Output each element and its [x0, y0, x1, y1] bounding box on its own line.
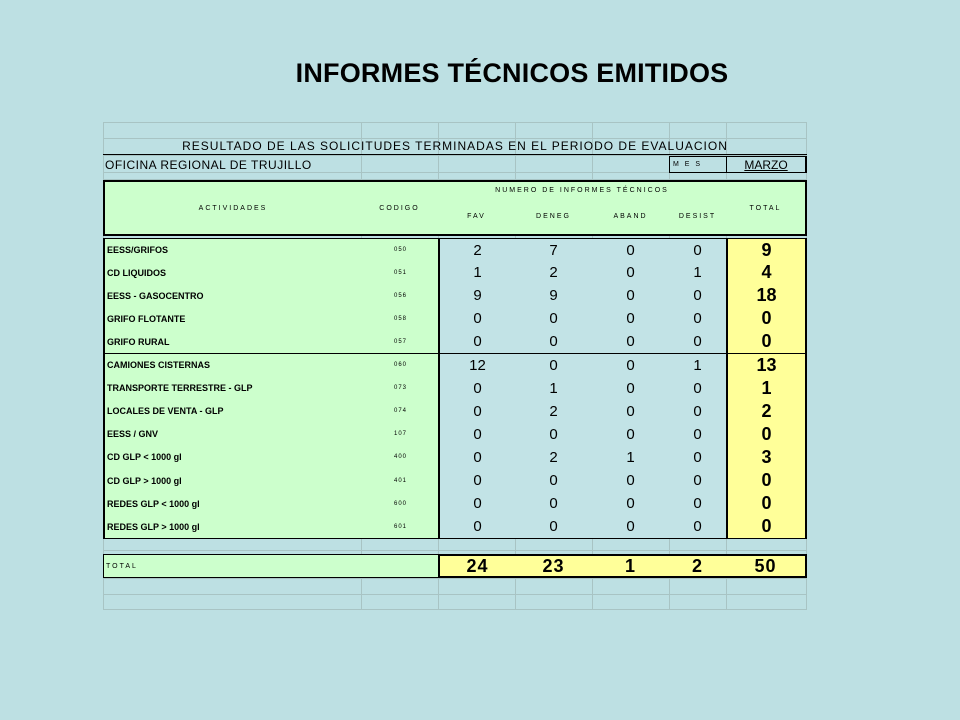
row-codigo: 057: [361, 330, 439, 354]
row-aband: 1: [592, 446, 670, 470]
header-aband: ABAND: [592, 199, 670, 236]
row-aband: 0: [592, 261, 670, 285]
row-actividad: REDES GLP > 1000 gl: [103, 515, 362, 539]
row-deneg: 9: [515, 284, 593, 308]
month-label: M E S: [669, 156, 727, 173]
row-actividad: TRANSPORTE TERRESTRE - GLP: [103, 377, 362, 401]
row-actividad: EESS - GASOCENTRO: [103, 284, 362, 308]
row-codigo: 050: [361, 238, 439, 262]
header-actividades: ACTIVIDADES: [103, 180, 362, 236]
row-deneg: 0: [515, 354, 593, 378]
row-total: 1: [726, 377, 807, 401]
row-codigo: 073: [361, 377, 439, 401]
row-aband: 0: [592, 354, 670, 378]
row-actividad: CD GLP > 1000 gl: [103, 469, 362, 493]
row-aband: 0: [592, 469, 670, 493]
row-aband: 0: [592, 330, 670, 354]
totals-deneg: 23: [515, 554, 593, 578]
header-fav: FAV: [438, 199, 516, 236]
row-deneg: 2: [515, 446, 593, 470]
row-aband: 0: [592, 492, 670, 516]
row-total: 13: [726, 354, 807, 378]
row-total: 4: [726, 261, 807, 285]
section-title: RESULTADO DE LAS SOLICITUDES TERMINADAS EN EL PERIODO DE EVALUACION: [103, 138, 807, 155]
row-fav: 12: [438, 354, 516, 378]
row-total: 2: [726, 400, 807, 424]
row-codigo: 074: [361, 400, 439, 424]
row-fav: 0: [438, 330, 516, 354]
row-total: 0: [726, 515, 807, 539]
office-name: OFICINA REGIONAL DE TRUJILLO: [105, 157, 312, 172]
row-desist: 0: [669, 469, 727, 493]
row-total: 0: [726, 330, 807, 354]
row-total: 0: [726, 492, 807, 516]
row-codigo: 600: [361, 492, 439, 516]
row-deneg: 0: [515, 469, 593, 493]
row-desist: 0: [669, 377, 727, 401]
row-deneg: 2: [515, 261, 593, 285]
totals-aband: 1: [592, 554, 670, 578]
row-total: 0: [726, 469, 807, 493]
row-fav: 0: [438, 307, 516, 331]
row-deneg: 2: [515, 400, 593, 424]
row-fav: 0: [438, 446, 516, 470]
row-total: 18: [726, 284, 807, 308]
row-actividad: CAMIONES CISTERNAS: [103, 354, 362, 378]
row-aband: 0: [592, 284, 670, 308]
row-actividad: CD GLP < 1000 gl: [103, 446, 362, 470]
row-desist: 1: [669, 261, 727, 285]
row-codigo: 601: [361, 515, 439, 539]
row-aband: 0: [592, 307, 670, 331]
row-desist: 0: [669, 423, 727, 447]
row-fav: 1: [438, 261, 516, 285]
row-desist: 0: [669, 400, 727, 424]
row-desist: 0: [669, 238, 727, 262]
row-fav: 0: [438, 400, 516, 424]
row-codigo: 058: [361, 307, 439, 331]
row-codigo: 400: [361, 446, 439, 470]
row-fav: 0: [438, 377, 516, 401]
row-desist: 0: [669, 446, 727, 470]
row-deneg: 7: [515, 238, 593, 262]
row-total: 0: [726, 307, 807, 331]
row-fav: 2: [438, 238, 516, 262]
row-actividad: GRIFO FLOTANTE: [103, 307, 362, 331]
row-fav: 0: [438, 515, 516, 539]
row-aband: 0: [592, 400, 670, 424]
spreadsheet: [103, 122, 807, 610]
row-aband: 0: [592, 238, 670, 262]
row-desist: 0: [669, 307, 727, 331]
row-codigo: 051: [361, 261, 439, 285]
row-total: 9: [726, 238, 807, 262]
row-desist: 0: [669, 492, 727, 516]
totals-fav: 24: [438, 554, 516, 578]
row-codigo: 107: [361, 423, 439, 447]
row-deneg: 0: [515, 423, 593, 447]
header-total: TOTAL: [726, 180, 807, 236]
row-aband: 0: [592, 377, 670, 401]
row-aband: 0: [592, 515, 670, 539]
totals-label: TOTAL: [103, 554, 439, 578]
row-total: 0: [726, 423, 807, 447]
row-deneg: 0: [515, 515, 593, 539]
row-deneg: 0: [515, 330, 593, 354]
row-actividad: REDES GLP < 1000 gl: [103, 492, 362, 516]
header-desist: DESIST: [669, 199, 727, 236]
row-codigo: 401: [361, 469, 439, 493]
row-fav: 0: [438, 492, 516, 516]
row-fav: 0: [438, 423, 516, 447]
header-codigo: CODIGO: [361, 180, 439, 236]
row-desist: 1: [669, 354, 727, 378]
header-deneg: DENEG: [515, 199, 593, 236]
row-deneg: 0: [515, 492, 593, 516]
row-codigo: 056: [361, 284, 439, 308]
row-actividad: EESS/GRIFOS: [103, 238, 362, 262]
row-fav: 0: [438, 469, 516, 493]
row-actividad: LOCALES DE VENTA - GLP: [103, 400, 362, 424]
row-aband: 0: [592, 423, 670, 447]
row-deneg: 0: [515, 307, 593, 331]
slide-title: INFORMES TÉCNICOS EMITIDOS: [295, 58, 729, 88]
row-codigo: 060: [361, 354, 439, 378]
row-desist: 0: [669, 515, 727, 539]
row-deneg: 1: [515, 377, 593, 401]
header-numero-informes: NUMERO DE INFORMES TÉCNICOS: [438, 180, 727, 200]
row-actividad: CD LIQUIDOS: [103, 261, 362, 285]
row-desist: 0: [669, 284, 727, 308]
totals-desist: 2: [669, 554, 727, 578]
row-desist: 0: [669, 330, 727, 354]
row-total: 3: [726, 446, 807, 470]
row-actividad: EESS / GNV: [103, 423, 362, 447]
totals-total: 50: [726, 554, 807, 578]
row-fav: 9: [438, 284, 516, 308]
month-value[interactable]: MARZO: [726, 156, 807, 173]
row-actividad: GRIFO RURAL: [103, 330, 362, 354]
